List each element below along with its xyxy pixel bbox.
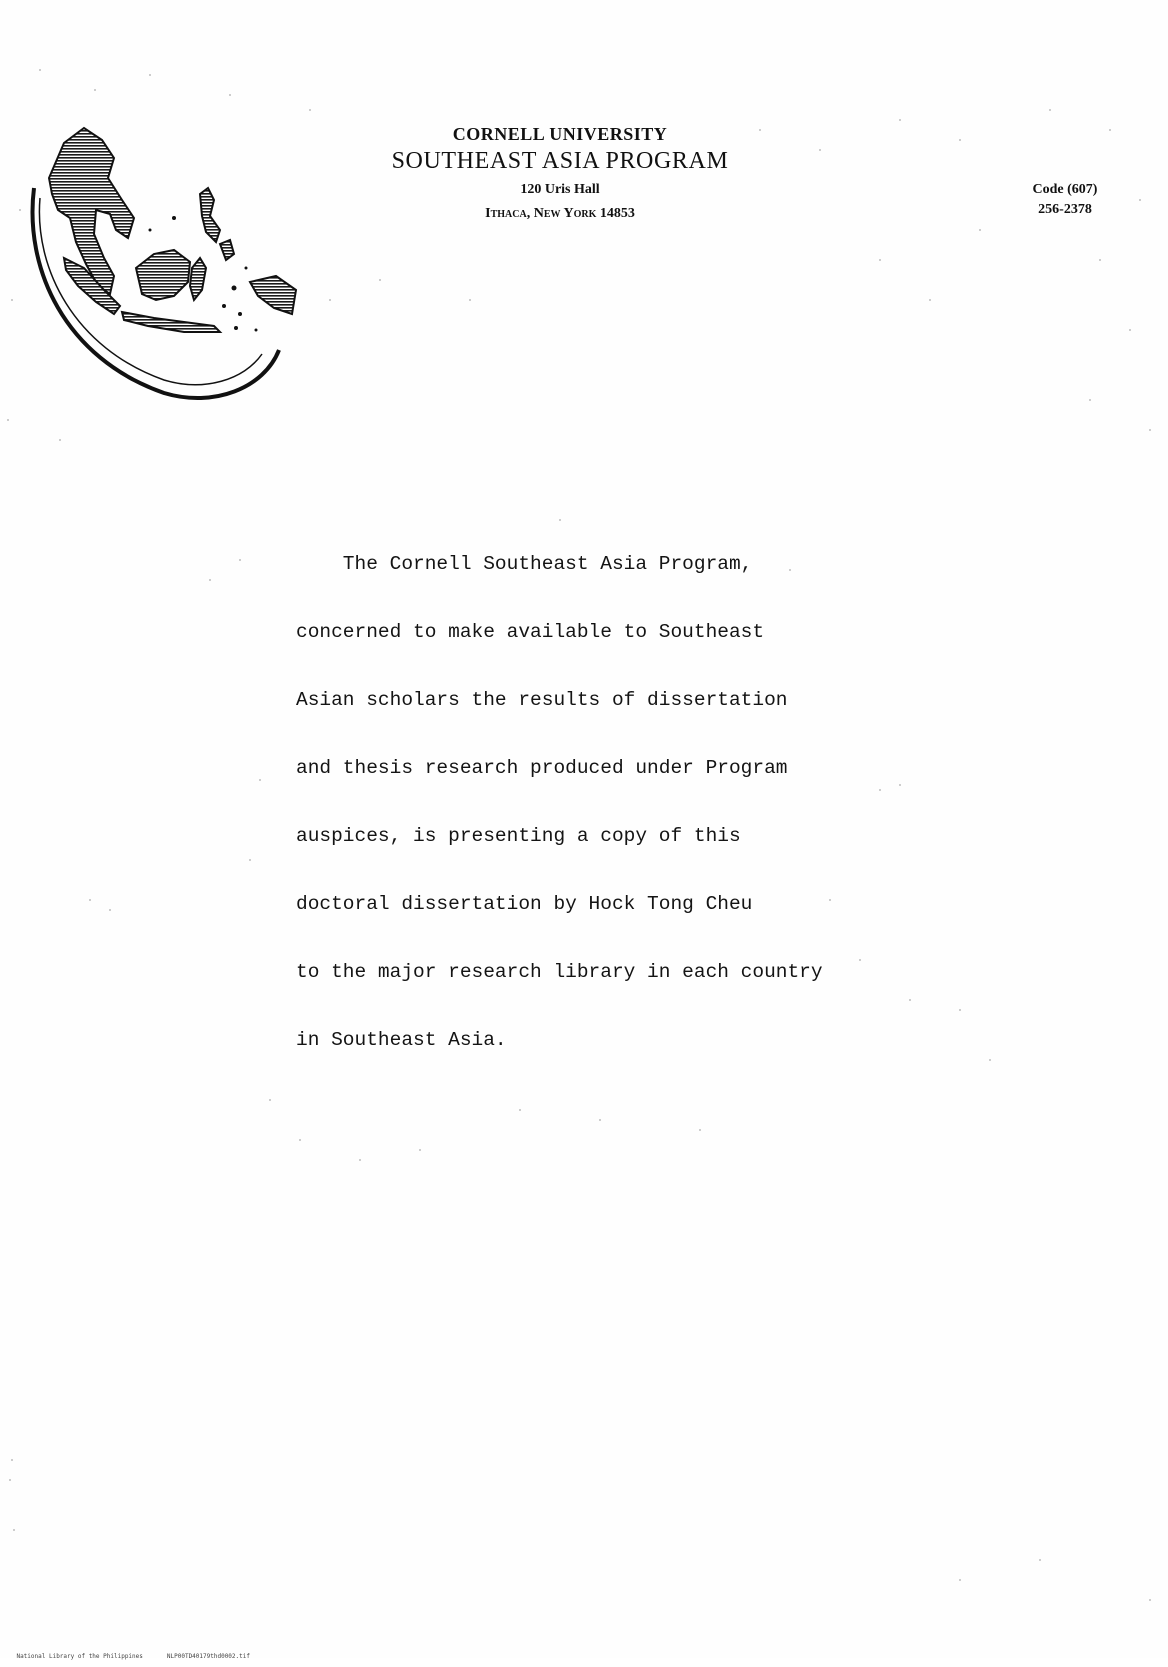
body-line: auspices, is presenting a copy of this — [296, 825, 741, 847]
address-line-1: 120 Uris Hall — [520, 182, 600, 197]
program-name: SOUTHEAST ASIA PROGRAM — [391, 148, 729, 174]
body-line: to the major research library in each country — [296, 961, 823, 983]
phone-number: 256-2378 — [1038, 202, 1092, 217]
scan-footer — [2, 1646, 250, 1667]
footer-file-name: NLP00TD40179thd0002.tif — [166, 1653, 250, 1660]
body-line: and thesis research produced under Program — [296, 757, 788, 779]
southeast-asia-globe-icon — [24, 118, 316, 408]
body-line: doctoral dissertation by Hock Tong Cheu — [296, 893, 753, 915]
body-line: The Cornell Southeast Asia Program, — [296, 553, 753, 575]
body-line: concerned to make available to Southeast — [296, 621, 765, 643]
phone-area-code: Code (607) — [1032, 182, 1098, 197]
body-line: Asian scholars the results of dissertation — [296, 689, 788, 711]
letterhead — [340, 122, 780, 226]
address-line-2: Ithaca, New York 14853 — [485, 206, 635, 221]
organization-name: CORNELL UNIVERSITY — [452, 124, 668, 144]
phone-block — [1010, 180, 1120, 220]
footer-library-name: National Library of the Philippines — [16, 1653, 143, 1660]
body-line: in Southeast Asia. — [296, 1029, 507, 1051]
